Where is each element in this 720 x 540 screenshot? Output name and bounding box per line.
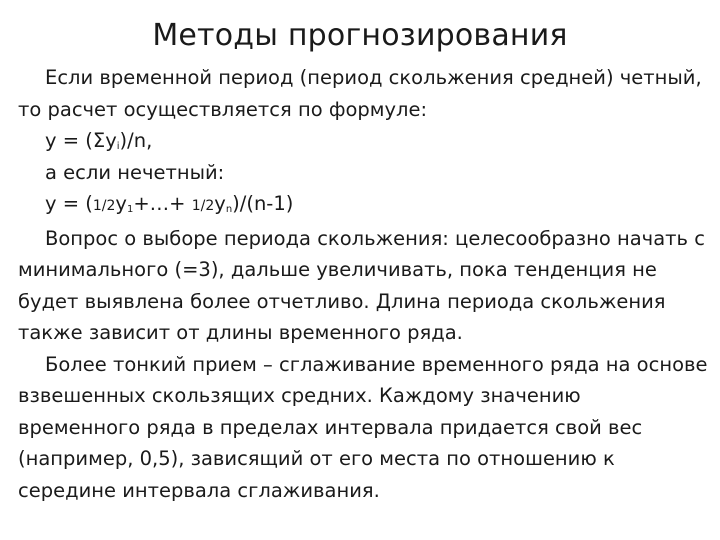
paragraph-even-period: Если временной период (период скольжения средней) четный, то расчет осуществляется по формуле: xyxy=(18,66,702,121)
formula-odd-suffix: )/(n-1) xyxy=(232,192,294,215)
formula-odd-subscript-first: 1 xyxy=(126,204,134,215)
sigma-symbol: Σ xyxy=(92,129,106,152)
formula-odd-half-last: 1/2 xyxy=(191,198,215,214)
formula-odd-subscript-last: n xyxy=(225,204,233,215)
formula-even-var: y xyxy=(105,129,117,152)
paragraph-weighted-averages: Более тонкий прием – сглаживание временного ряда на основе взвешенных скользящих средних. Каждому значению временного ряда в пределах интервала придается свой вес (например, 0,5), зависящий от его места по отношению к середине интервала сглаживания. xyxy=(18,352,708,502)
formula-odd xyxy=(18,188,708,223)
formula-odd-middle: +…+ xyxy=(133,192,192,215)
formula-even xyxy=(18,125,708,157)
formula-odd-y-last: y xyxy=(214,192,226,215)
formula-even-subscript: i xyxy=(116,141,120,152)
formula-odd-prefix: y = ( xyxy=(45,192,93,215)
slide-body xyxy=(18,62,708,506)
formula-even-suffix: )/n, xyxy=(119,129,153,152)
formula-odd-y-first: y xyxy=(115,192,127,215)
line-odd-period: а если нечетный: xyxy=(45,160,225,184)
formula-odd-half-first: 1/2 xyxy=(92,198,116,214)
slide-title: Методы прогнозирования xyxy=(152,18,568,53)
paragraph-period-choice: Вопрос о выборе периода скольжения: целесообразно начать с минимального (=3), дальше увеличивать, пока тенденция не будет выявлена более отчетливо. Длина периода скольжения также зависит от длины временного ряда. xyxy=(18,226,705,344)
formula-even-prefix: y = ( xyxy=(45,129,93,152)
